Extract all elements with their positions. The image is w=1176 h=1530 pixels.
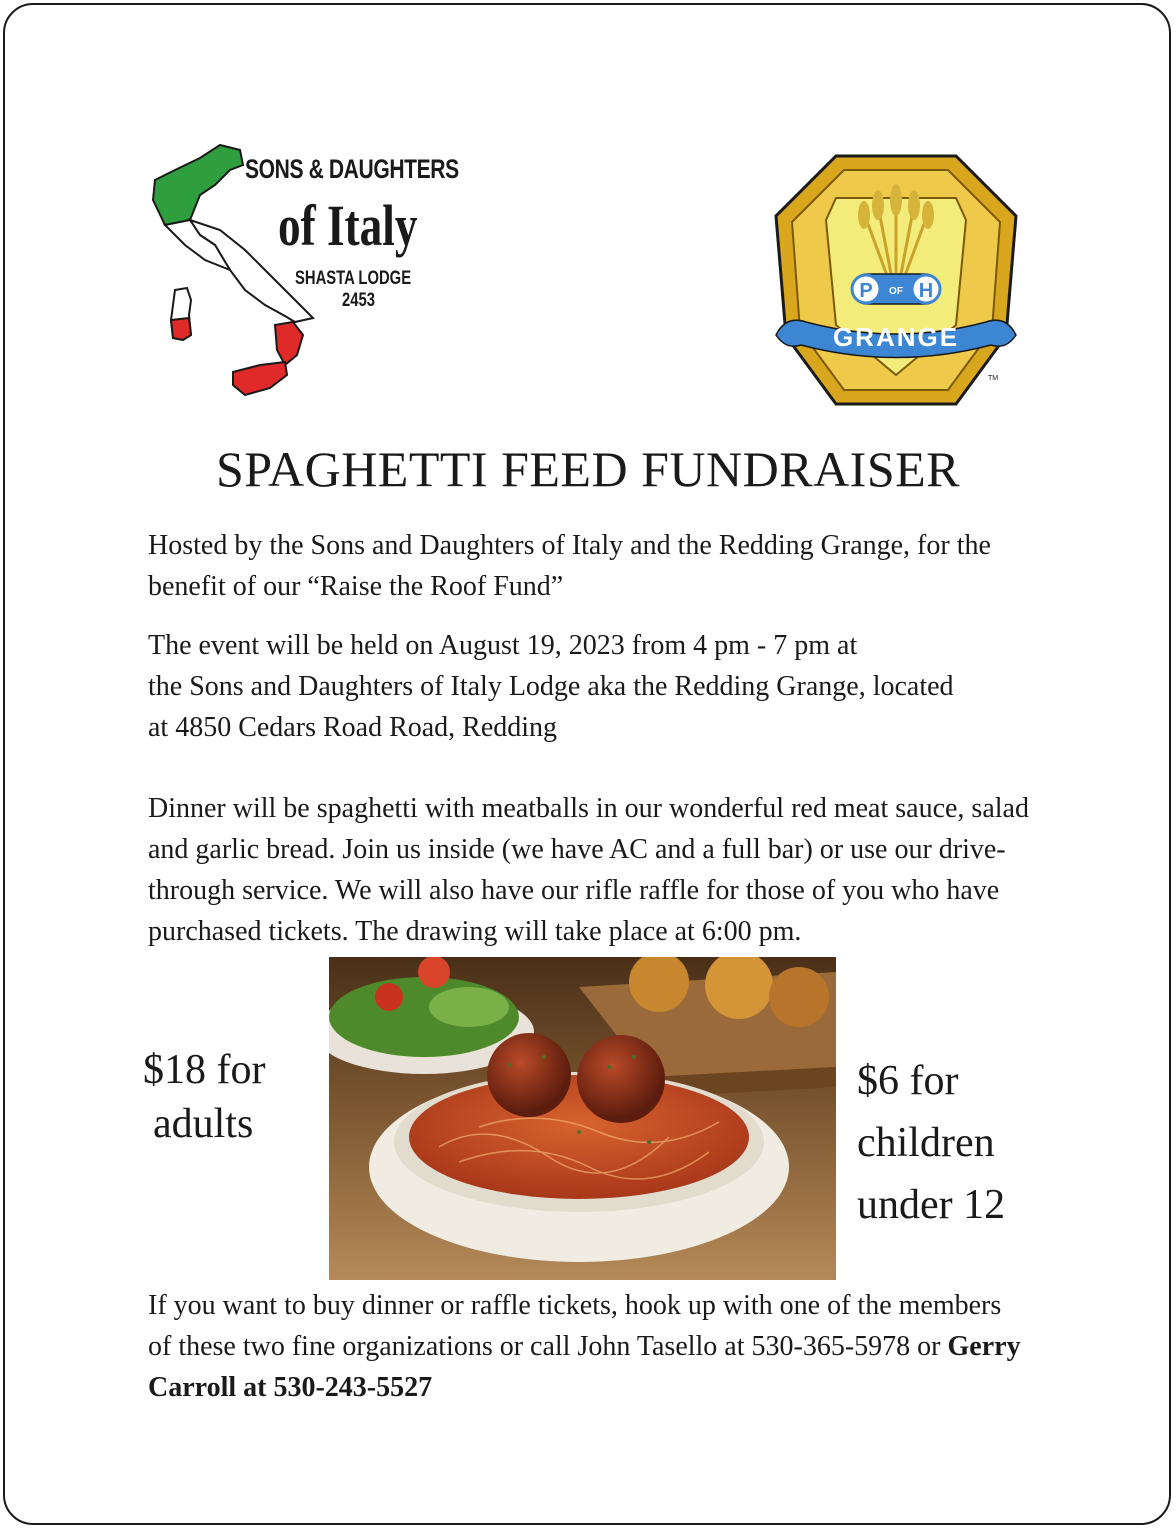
grange-tm-text: TM bbox=[988, 375, 999, 382]
dinner-paragraph: Dinner will be spaghetti with meatballs in our wonderful red meat sauce, salad and garlic bread. Join us inside (we have AC and a full bar) or use our drive-through service. We will also have our rifle raffle for those of you who have purchased tickets. The drawing will take place at 6:00 pm. bbox=[148, 793, 1029, 947]
logo-sons-daughters-text: SONS & DAUGHTERS bbox=[245, 154, 459, 184]
contact-paragraph bbox=[148, 1285, 1028, 1408]
sons-daughters-italy-logo bbox=[145, 140, 465, 410]
child-price bbox=[857, 1050, 1005, 1236]
event-line-2: the Sons and Daughters of Italy Lodge aka the Redding Grange, located bbox=[148, 671, 954, 702]
event-line-3: at 4850 Cedars Road Road, Redding bbox=[148, 712, 558, 743]
adult-price bbox=[143, 1043, 265, 1151]
hosted-paragraph: Hosted by the Sons and Daughters of Italy and the Redding Grange, for the benefit of our “Raise the Roof Fund” bbox=[148, 530, 991, 602]
emblem-letter-p: P bbox=[859, 280, 873, 302]
child-price-line-2: children bbox=[857, 1120, 995, 1166]
grange-banner-text: GRANGE bbox=[832, 322, 960, 352]
contact-bold-text: Gerry Carroll at 530-243-5527 bbox=[148, 1331, 1021, 1403]
contact-text: If you want to buy dinner or raffle tickets, hook up with one of the members of these two fine organizations or call John Tasello at 530-365-5978 or bbox=[148, 1290, 1002, 1362]
grange-logo bbox=[766, 150, 1026, 412]
adult-price-line-2: adults bbox=[153, 1101, 254, 1147]
event-paragraph bbox=[148, 625, 1048, 748]
child-price-line-3: under 12 bbox=[857, 1182, 1006, 1228]
event-line-1: The event will be held on August 19, 2023 from 4 pm - 7 pm at bbox=[148, 630, 858, 661]
logo-lodge-number-text: 2453 bbox=[342, 290, 375, 311]
grange-emblem-icon bbox=[766, 150, 1026, 412]
child-price-line-1: $6 for bbox=[857, 1058, 959, 1104]
spaghetti-meatballs-photo bbox=[329, 957, 836, 1280]
logo-shasta-lodge-text: SHASTA LODGE bbox=[295, 268, 412, 289]
emblem-letter-of: OF bbox=[889, 286, 903, 297]
emblem-letter-h: H bbox=[918, 280, 934, 302]
adult-price-line-1: $18 for bbox=[143, 1047, 266, 1093]
page-title: SPAGHETTI FEED FUNDRAISER bbox=[215, 441, 961, 497]
logo-of-italy-text: of Italy bbox=[278, 193, 418, 258]
